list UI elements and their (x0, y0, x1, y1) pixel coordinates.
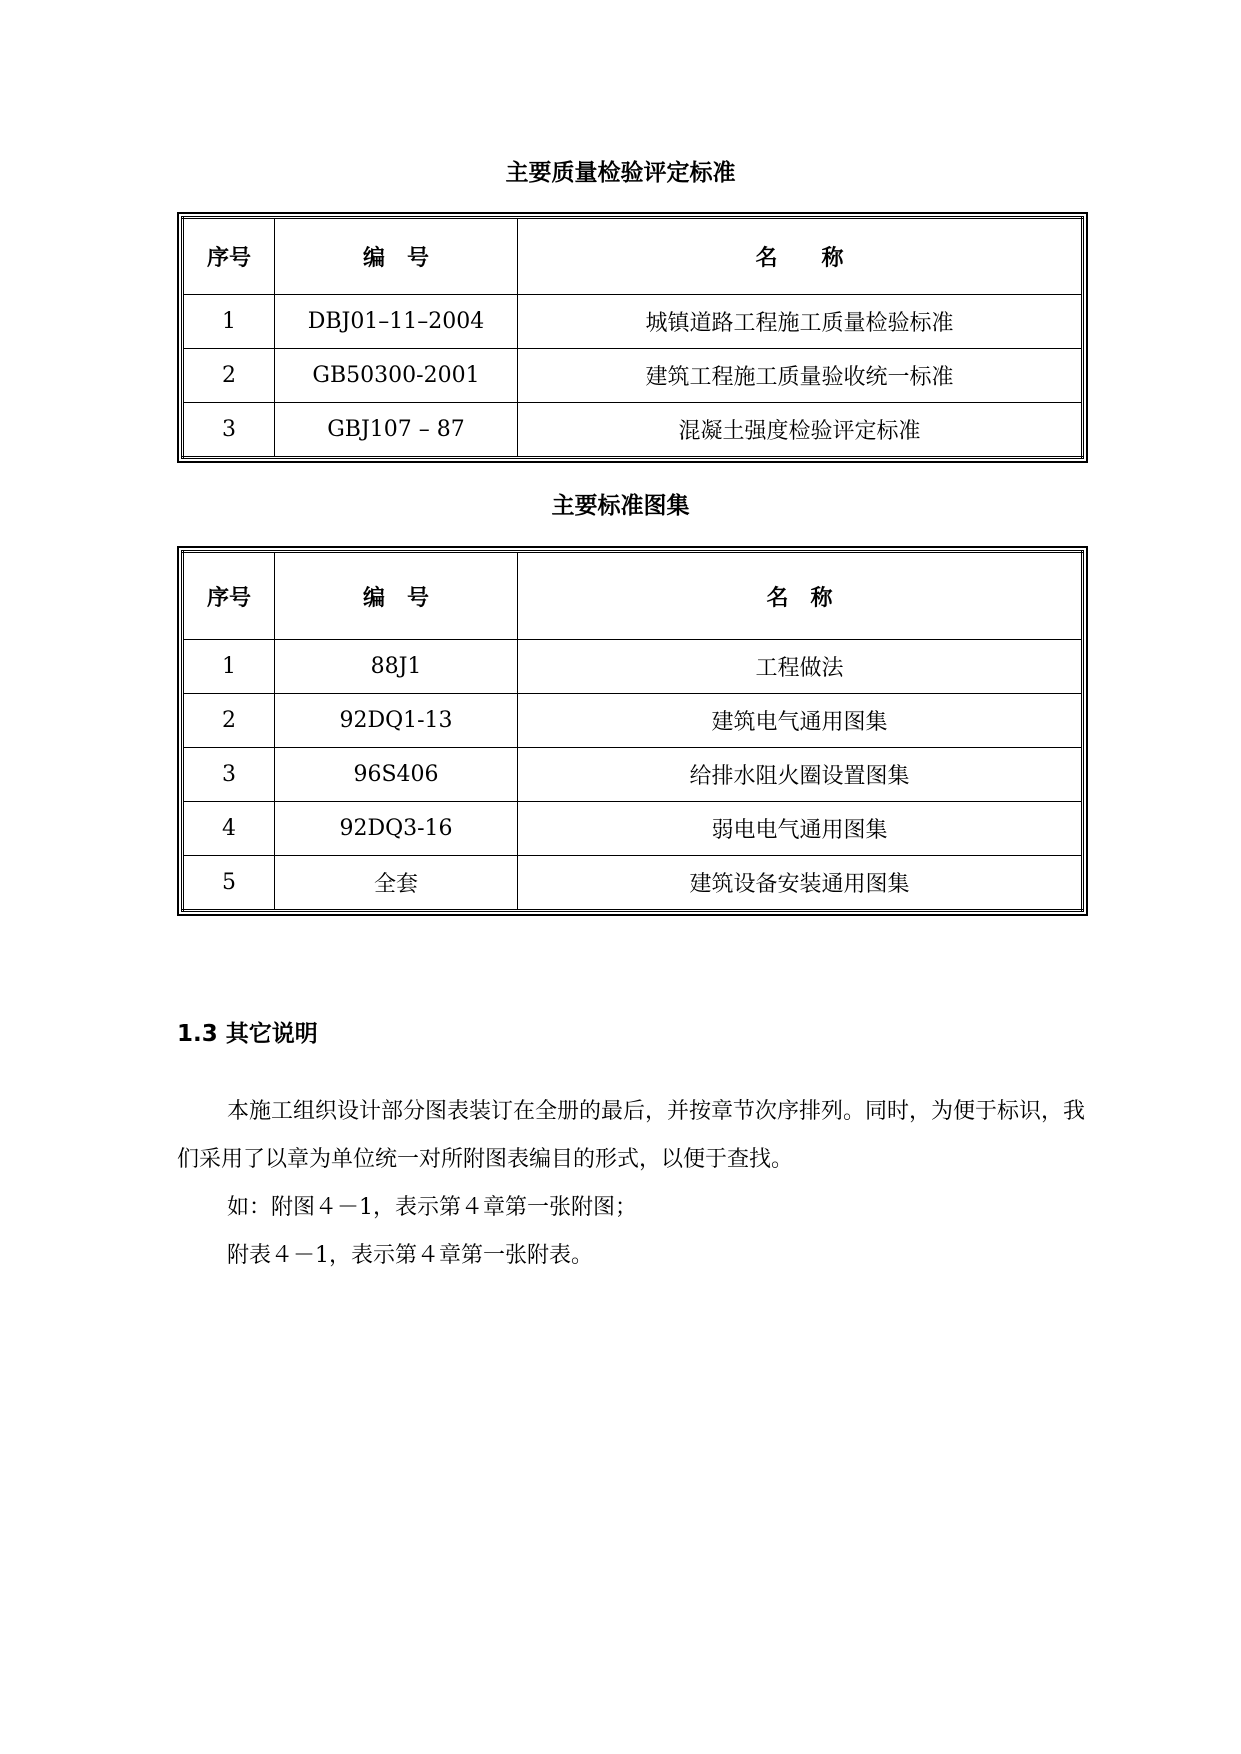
cell-name: 给排水阻火圈设置图集 (518, 748, 1083, 802)
cell-name: 建筑电气通用图集 (518, 694, 1083, 748)
table-row (183, 748, 1083, 802)
cell-name: 城镇道路工程施工质量检验标准 (518, 295, 1083, 349)
body-paragraph: 本施工组织设计部分图表装订在全册的最后，并按章节次序排列。同时，为便于标识，我们采用了以章为单位统一对所附图表编目的形式，以便于查找。 (177, 1099, 1086, 1172)
header-code: 编 号 (275, 218, 518, 295)
header-seq: 序号 (183, 552, 275, 640)
section-heading: 1.3 其它说明 (177, 1021, 318, 1047)
cell-code: GB50300-2001 (275, 349, 518, 403)
cell-name: 建筑设备安装通用图集 (518, 856, 1083, 911)
header-seq: 序号 (183, 218, 275, 295)
cell-code: 92DQ1-13 (275, 694, 518, 748)
cell-name: 工程做法 (518, 640, 1083, 694)
cell-code: 88J1 (275, 640, 518, 694)
cell-seq: 1 (183, 640, 275, 694)
table-row (183, 802, 1083, 856)
table2-title: 主要标准图集 (551, 493, 690, 519)
cell-code: 全套 (275, 856, 518, 911)
cell-name: 建筑工程施工质量验收统一标准 (518, 349, 1083, 403)
cell-seq: 3 (183, 403, 275, 458)
cell-seq: 4 (183, 802, 275, 856)
header-code: 编 号 (275, 552, 518, 640)
table-row (183, 403, 1083, 458)
cell-seq: 2 (183, 694, 275, 748)
cell-seq: 2 (183, 349, 275, 403)
table-header-row (183, 218, 1083, 295)
standard-atlas-table (181, 550, 1084, 912)
table-header-row (183, 552, 1083, 640)
table-row (183, 349, 1083, 403)
cell-name: 弱电电气通用图集 (518, 802, 1083, 856)
cell-code: 96S406 (275, 748, 518, 802)
table-row (183, 640, 1083, 694)
header-name: 名 称 (518, 552, 1083, 640)
cell-name: 混凝土强度检验评定标准 (518, 403, 1083, 458)
cell-seq: 3 (183, 748, 275, 802)
table-row (183, 856, 1083, 911)
header-name: 名 称 (518, 218, 1083, 295)
table-row (183, 694, 1083, 748)
cell-code: 92DQ3-16 (275, 802, 518, 856)
cell-code: GBJ107 – 87 (275, 403, 518, 458)
table-row (183, 295, 1083, 349)
body-paragraph: 附表４－1，表示第４章第一张附表。 (227, 1243, 593, 1268)
cell-code: DBJ01–11–2004 (275, 295, 518, 349)
quality-standards-table (181, 216, 1084, 459)
cell-seq: 5 (183, 856, 275, 911)
table1-title: 主要质量检验评定标准 (505, 160, 736, 186)
body-paragraph: 如：附图４－1，表示第４章第一张附图； (227, 1195, 637, 1220)
cell-seq: 1 (183, 295, 275, 349)
